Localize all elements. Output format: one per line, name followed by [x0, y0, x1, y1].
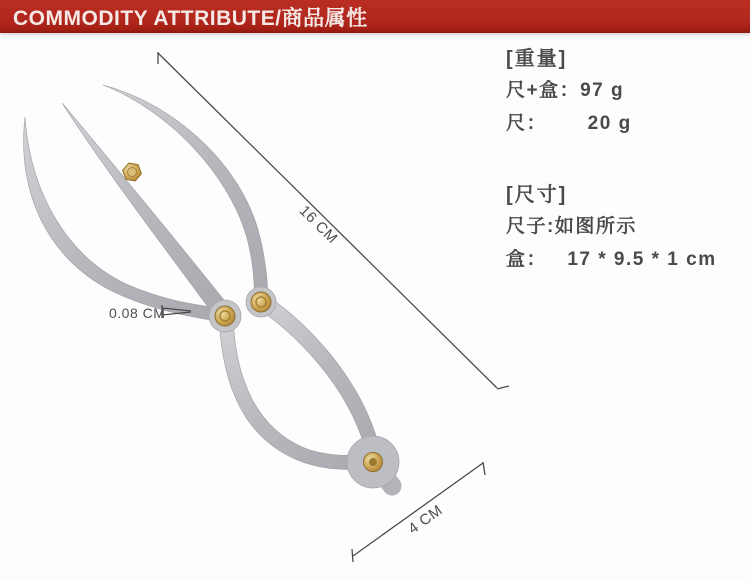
- brass-rivet-bottom: [364, 453, 383, 472]
- section-gap: [506, 140, 742, 180]
- dimension-label-length: 16 CM: [295, 202, 341, 248]
- dimension-label-thickness: 0.08 CM: [109, 305, 166, 321]
- caliper-arms: [24, 85, 381, 470]
- weight-line-ruler: 尺： 20 g: [506, 113, 632, 134]
- size-line-box: 盒： 17 * 9.5 * 1 cm: [506, 249, 717, 270]
- hex-nut: [123, 163, 142, 181]
- brass-rivet-center: [215, 306, 235, 326]
- brass-rivet-right: [251, 292, 271, 312]
- page-title: COMMODITY ATTRIBUTE/商品属性: [13, 6, 368, 30]
- caliper-arm-straight: [62, 103, 232, 322]
- specs-panel: [506, 44, 742, 276]
- size-section-heading: [尺寸]: [506, 184, 568, 206]
- size-line-ruler: 尺子:如图所示: [506, 216, 637, 237]
- header-bar: [0, 0, 750, 33]
- dimension-label-width: 4 CM: [405, 501, 446, 538]
- weight-line-ruler-box: 尺+盒：97 g: [506, 80, 625, 101]
- dimension-line-length: [158, 52, 509, 389]
- weight-section-heading: [重量]: [506, 48, 568, 70]
